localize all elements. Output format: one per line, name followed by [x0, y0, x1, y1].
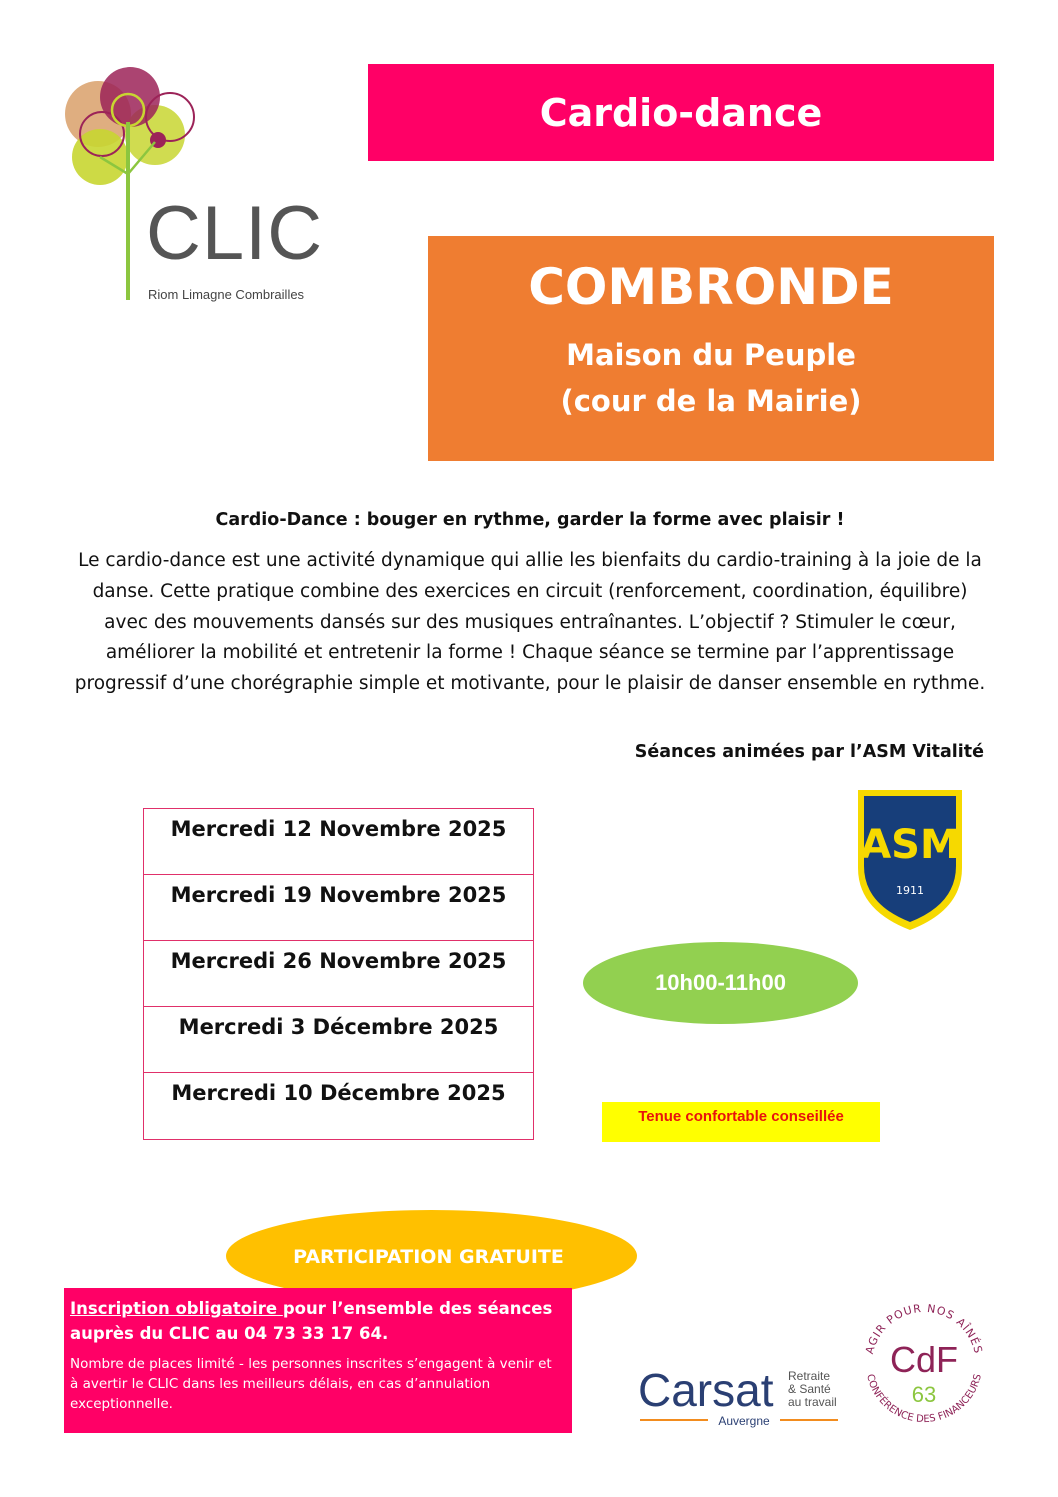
outfit-label: Tenue confortable conseillée: [638, 1108, 844, 1125]
signup-text: [70, 1296, 562, 1346]
location-detail: (cour de la Mairie): [560, 384, 862, 418]
signup-phone: 04 73 33 17 64: [244, 1324, 382, 1343]
carsat-wordmark: Carsat: [638, 1364, 774, 1416]
cdf-bottom-arc: CONFÉRENCE DES FINANCEURS: [864, 1373, 984, 1426]
date-row: Mercredi 26 Novembre 2025: [144, 941, 533, 1007]
date-row: Mercredi 10 Décembre 2025: [171, 1081, 506, 1105]
carsat-tagline-1: Retraite: [788, 1369, 831, 1383]
time-label: 10h00-11h00: [655, 970, 786, 995]
carsat-tagline-3: au travail: [788, 1395, 837, 1409]
clic-subtitle: Riom Limagne Combrailles: [148, 287, 305, 302]
asm-wordmark: ASM: [860, 822, 960, 868]
signup-required-label: Inscription obligatoire: [70, 1299, 283, 1318]
participation-label: PARTICIPATION GRATUITE: [293, 1246, 564, 1268]
outfit-note: [602, 1102, 880, 1142]
location-city: COMBRONDE: [528, 258, 894, 316]
event-title: Cardio-dance: [539, 90, 823, 135]
event-title-banner: [368, 64, 994, 161]
cdf-number: 63: [911, 1382, 937, 1407]
carsat-tagline-2: & Santé: [788, 1382, 831, 1396]
cdf-mark: CdF: [889, 1339, 959, 1380]
clic-wordmark: CLIC: [146, 191, 324, 276]
dates-table: [143, 808, 534, 1140]
carsat-region: Auvergne: [718, 1414, 770, 1428]
intro-body: Le cardio-dance est une activité dynamique qui allie les bienfaits du cardio-training à la joie de la danse. Cette pratique combine des exercices en circuit (renforcement, coordination, équilibre) avec des mouvements dansés sur des musiques entraînantes. L’objectif ? Stimuler le cœur, améliorer la mobilité et entretenir la forme ! Chaque séance se termine par l’apprentissage progressif d’une chorégraphie simple et motivante, pour le plaisir de danser ensemble en rythme.: [74, 550, 986, 695]
time-badge: [583, 942, 858, 1024]
date-row: Mercredi 3 Décembre 2025: [144, 1007, 533, 1073]
signup-note: Nombre de places limité - les personnes inscrites s’engagent à venir et à avertir le CLIC dans les meilleurs délais, en cas d’annulation exceptionnelle.: [70, 1356, 552, 1412]
signup-box: [64, 1288, 572, 1433]
intro-title: Cardio-Dance : bouger en rythme, garder la forme avec plaisir !: [215, 510, 845, 530]
location-venue: Maison du Peuple: [566, 338, 856, 372]
cdf-logo: [852, 1292, 996, 1436]
location-banner: [428, 236, 994, 461]
asm-logo: [852, 782, 968, 932]
cdf-top-arc: AGIR POUR NOS AÎNÉS: [863, 1301, 985, 1356]
asm-year: 1911: [896, 884, 924, 897]
date-row: Mercredi 12 Novembre 2025: [144, 809, 533, 875]
carsat-logo: [638, 1362, 848, 1434]
date-row: Mercredi 19 Novembre 2025: [144, 875, 533, 941]
signup-label-rest: pour l’ensemble des séances auprès du CLIC au: [70, 1299, 553, 1343]
animated-by: Séances animées par l’ASM Vitalité: [634, 742, 984, 762]
signup-end: .: [381, 1324, 389, 1343]
